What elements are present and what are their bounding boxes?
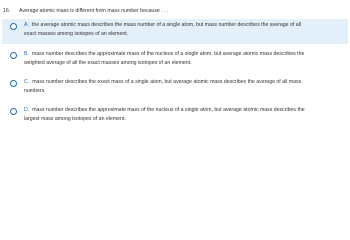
option-text — [24, 106, 346, 123]
answer-options — [0, 19, 350, 129]
option-letter: C. — [24, 79, 30, 85]
radio-button-icon[interactable] — [10, 80, 17, 87]
answer-option-b[interactable] — [2, 50, 348, 73]
option-line-2: exact masses among isotopes of an element. — [24, 30, 129, 37]
option-line-2: numbers. — [24, 87, 46, 94]
option-letter: D. — [24, 107, 30, 113]
option-line-1: mass number describes the exact mass of a single atom, but average atomic mass describes the average of all mass — [32, 79, 302, 85]
question-text: Average atomic mass is different from mass number because . . . — [19, 8, 169, 14]
answer-option-d[interactable] — [2, 106, 348, 129]
answer-option-c[interactable] — [2, 78, 348, 101]
option-letter: A. — [24, 22, 29, 28]
option-line-2: largest mass among isotopes of an element. — [24, 115, 126, 122]
radio-button-icon[interactable] — [10, 23, 17, 30]
option-line-1: the average atomic mass describes the mass number of a single atom, but mass number describes the average of all — [31, 22, 301, 28]
question-header — [3, 8, 168, 15]
option-line-1: mass number describes the approximate mass of the nucleus of a single atom, but average atomic mass describes the — [32, 107, 305, 113]
option-text — [24, 21, 346, 38]
option-line-2: weighted average of all the exact masses among isotopes of an element. — [24, 59, 192, 66]
question-number: 16. — [3, 8, 11, 14]
option-text — [24, 50, 346, 67]
radio-button-icon[interactable] — [10, 108, 17, 115]
radio-button-icon[interactable] — [10, 52, 17, 59]
option-text — [24, 78, 346, 95]
option-letter: B. — [24, 51, 29, 57]
answer-option-a[interactable] — [2, 19, 348, 44]
option-line-1: mass number describes the approximate mass of the nucleus of a single atom, but average atomic mass describes the — [31, 51, 305, 57]
